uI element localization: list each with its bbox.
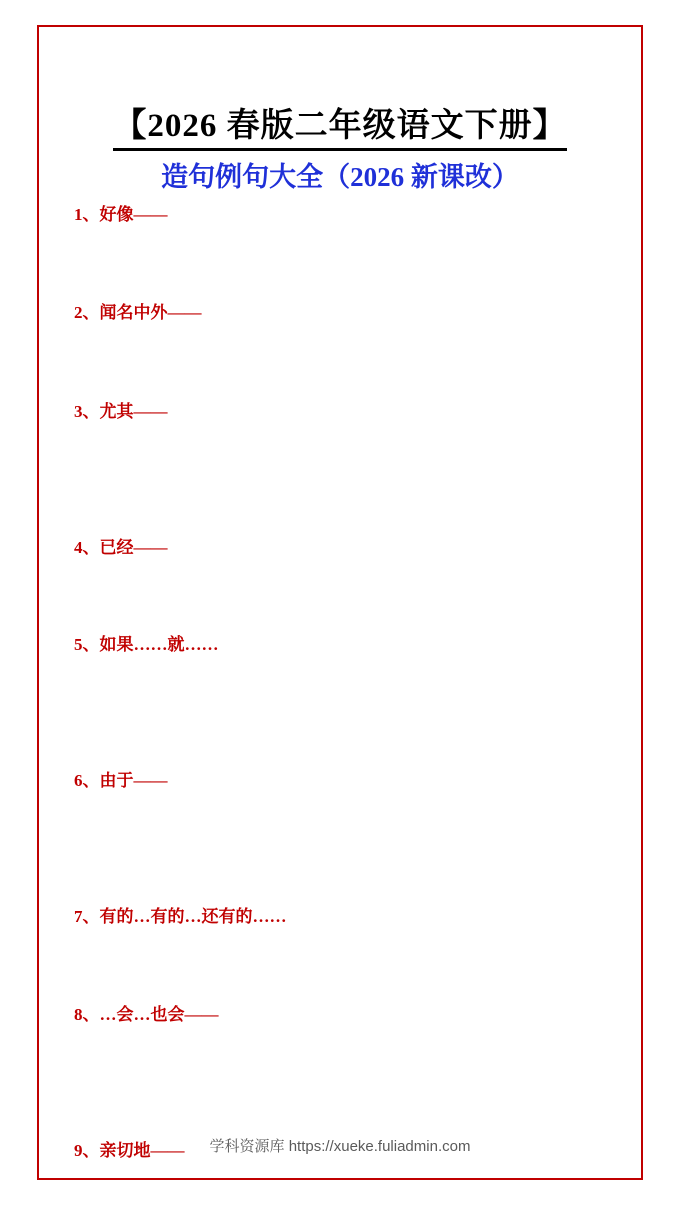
list-item: 1、好像—— [74, 205, 168, 224]
list-item: 4、已经—— [74, 538, 168, 558]
footer-watermark: 学科资源库 https://xueke.fuliadmin.com [209, 1138, 471, 1155]
page-title-text: 【2026 春版二年级语文下册】 [113, 108, 566, 151]
list-item: 5、如果……就…… [74, 634, 219, 654]
list-item: 8、…会…也会—— [74, 1004, 219, 1024]
page-subtitle: 造句例句大全（2026 新课改） [161, 162, 519, 192]
document-page [37, 25, 643, 1180]
page-inner [39, 27, 641, 1178]
page-title [39, 99, 641, 146]
list-item: 6、由于—— [74, 770, 168, 790]
sentence-pattern-list [39, 205, 641, 1162]
list-item: 3、尤其—— [74, 401, 168, 421]
list-item: 7、有的…有的…还有的…… [74, 907, 287, 927]
list-item: 2、闻名中外—— [74, 303, 202, 323]
list-item: 9、亲切地—— [74, 1141, 185, 1161]
